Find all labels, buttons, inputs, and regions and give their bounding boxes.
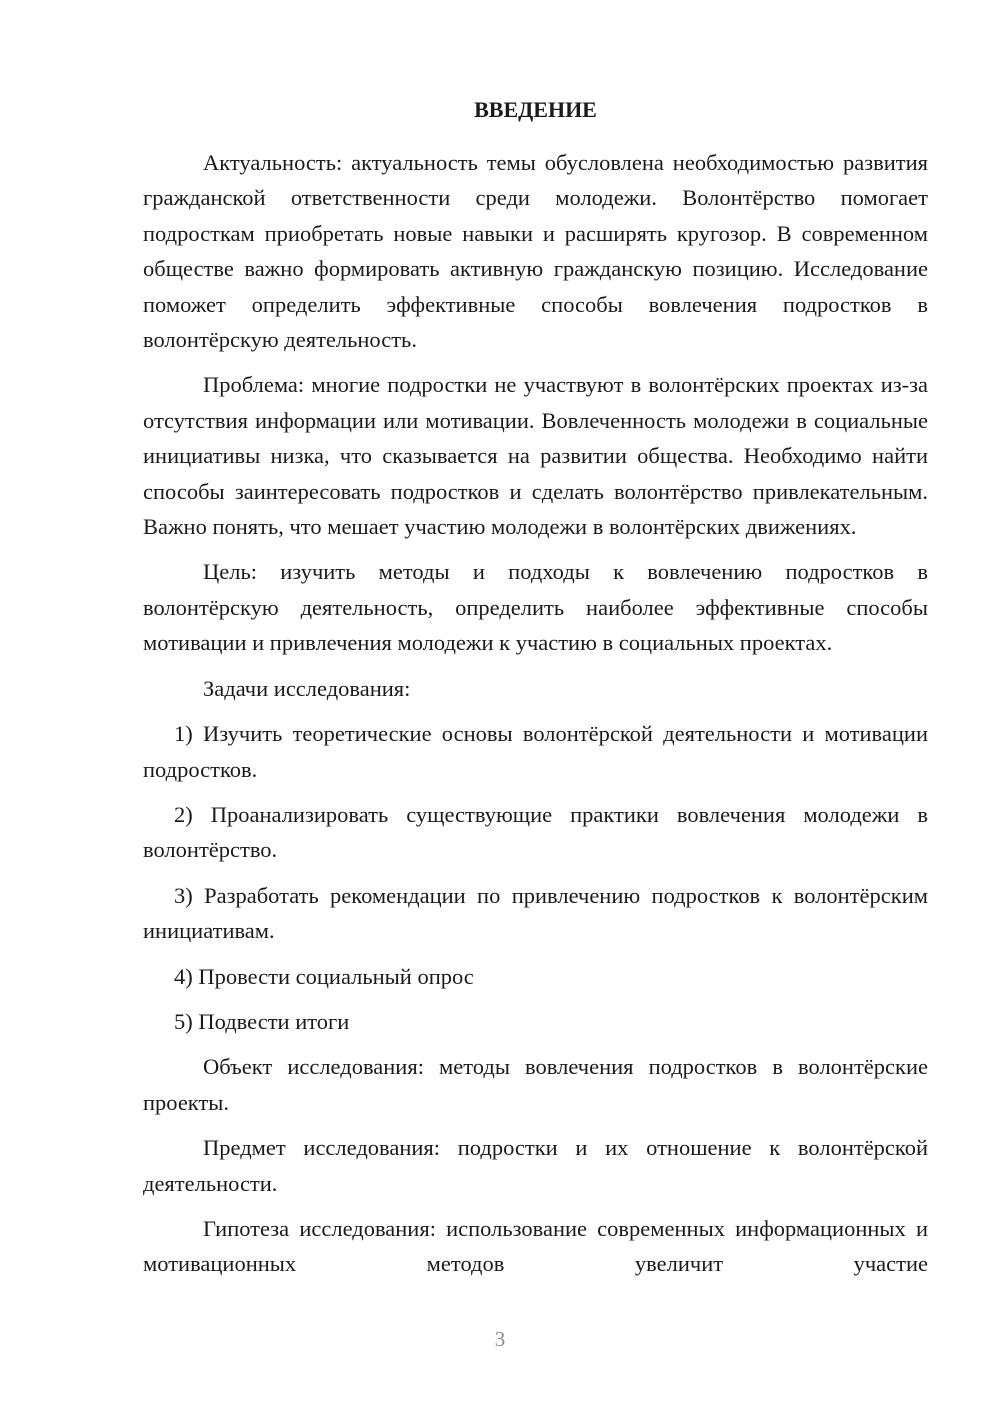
paragraph-problem: Проблема: многие подростки не участвуют в волонтёрских проектах из-за отсутствия информации или мотивации. Вовлеченность молодежи в социальные инициативы низка, что сказывается на развитии общества. Необходимо найти способы заинтересовать подростков и сделать волонтёрство привлекательным. Важно понять, что мешает участию молодежи в волонтёрских движениях. <box>143 372 928 540</box>
document-page <box>143 92 928 1292</box>
paragraph-goal: Цель: изучить методы и подходы к вовлечению подростков в волонтёрскую деятельность, определить наиболее эффективные способы мотивации и привлечения молодежи к участию в социальных проектах. <box>143 559 928 656</box>
paragraph-hypothesis: Гипотеза исследования: использование современных информационных и мотивационных методов увеличит участие <box>143 1215 928 1277</box>
paragraph-tasks-heading: Задачи исследования: <box>203 675 411 701</box>
paragraph-relevance: Актуальность: актуальность темы обусловлена необходимостью развития гражданской ответственности среди молодежи. Волонтёрство помогает подросткам приобретать новые навыки и расширять кругозор. В современном обществе важно формировать активную гражданскую позицию. Исследование поможет определить эффективные способы вовлечения подростков в волонтёрскую деятельность. <box>143 150 928 353</box>
task-item-1: 1) Изучить теоретические основы волонтёрской деятельности и мотивации подростков. <box>143 721 928 782</box>
page-number: 3 <box>494 1327 506 1351</box>
task-item-2: 2) Проанализировать существующие практики вовлечения молодежи в волонтёрство. <box>143 801 928 863</box>
task-item-3: 3) Разработать рекомендации по привлечению подростков к волонтёрским инициативам. <box>143 882 928 944</box>
task-item-5: 5) Подвести итоги <box>174 1008 350 1034</box>
paragraph-subject: Предмет исследования: подростки и их отношение к волонтёрской деятельности. <box>143 1135 928 1196</box>
paragraph-object: Объект исследования: методы вовлечения подростков в волонтёрские проекты. <box>143 1054 928 1115</box>
section-title: ВВЕДЕНИЕ <box>474 97 597 122</box>
task-item-4: 4) Провести социальный опрос <box>174 963 474 989</box>
